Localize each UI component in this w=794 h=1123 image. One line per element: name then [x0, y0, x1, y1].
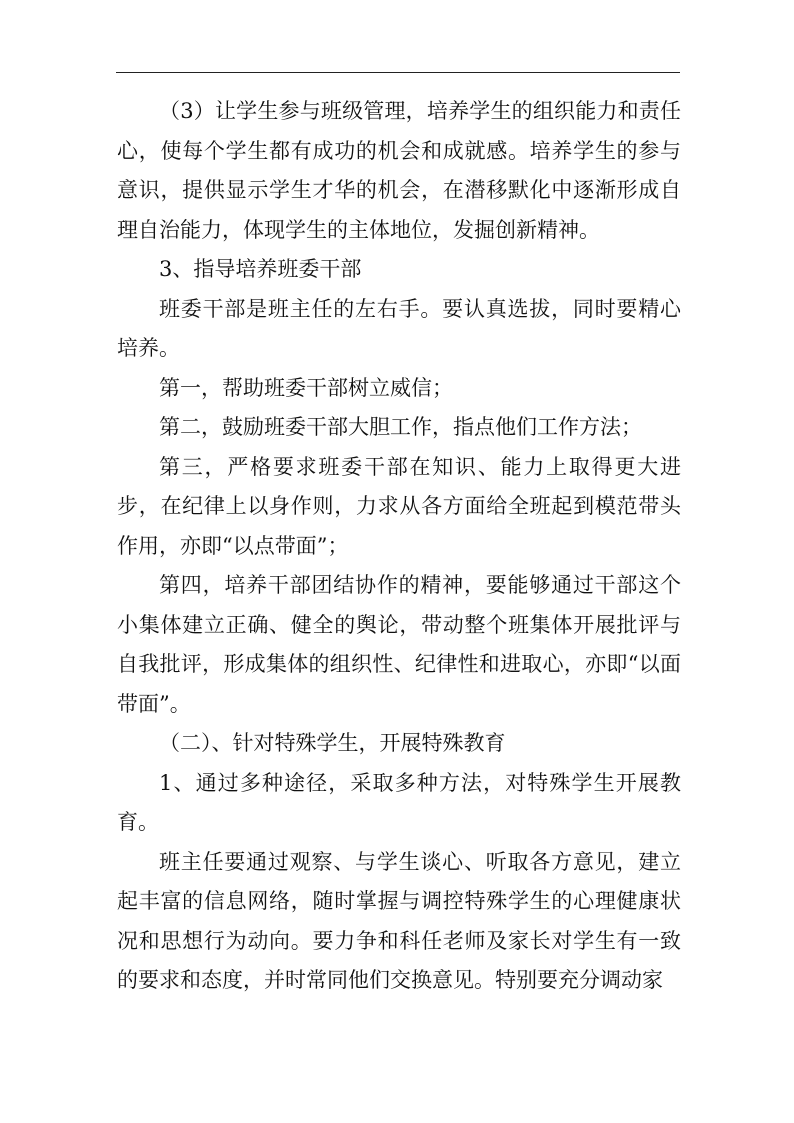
heading-special-students: （二）、针对特殊学生，开展特殊教育	[159, 731, 506, 755]
paragraph-committee-intro: 班委干部是班主任的左右手。要认真选拔，同时要精心培养。	[117, 296, 681, 360]
heading-class-committee: 3、指导培养班委干部	[159, 257, 362, 281]
paragraph-teacher-observation: 班主任要通过观察、与学生谈心、听取各方意见，建立起丰富的信息网络，随时掌握与调控特殊学生的心理健康状况和思想行为动向。要力争和科任老师及家长对学生有一致的要求和态度，并时常同他们交换意见。特别要充分调动家	[117, 849, 681, 992]
document-body	[117, 92, 681, 1001]
paragraph-second-point: 第二，鼓励班委干部大胆工作，指点他们工作方法；	[159, 415, 642, 439]
paragraph-fourth-point: 第四，培养干部团结协作的精神，要能够通过干部这个小集体建立正确、健全的舆论，带动整个班集体开展批评与自我批评，形成集体的组织性、纪律性和进取心，亦即“以面带面”。	[117, 573, 681, 716]
paragraph-first-point: 第一，帮助班委干部树立威信；	[159, 375, 453, 400]
paragraph-multiple-methods: 1、通过多种途径，采取多种方法，对特殊学生开展教育。	[117, 770, 681, 834]
header-rule	[116, 72, 680, 73]
paragraph-third-point: 第三，严格要求班委干部在知识、能力上取得更大进步，在纪律上以身作则，力求从各方面给全班起到模范带头作用，亦即“以点带面”；	[117, 454, 681, 558]
paragraph-class-management: （3）让学生参与班级管理，培养学生的组织能力和责任心，使每个学生都有成功的机会和成就感。培养学生的参与意识，提供显示学生才华的机会，在潜移默化中逐渐形成自理自治能力，体现学生的主体地位，发掘创新精神。	[117, 99, 681, 242]
